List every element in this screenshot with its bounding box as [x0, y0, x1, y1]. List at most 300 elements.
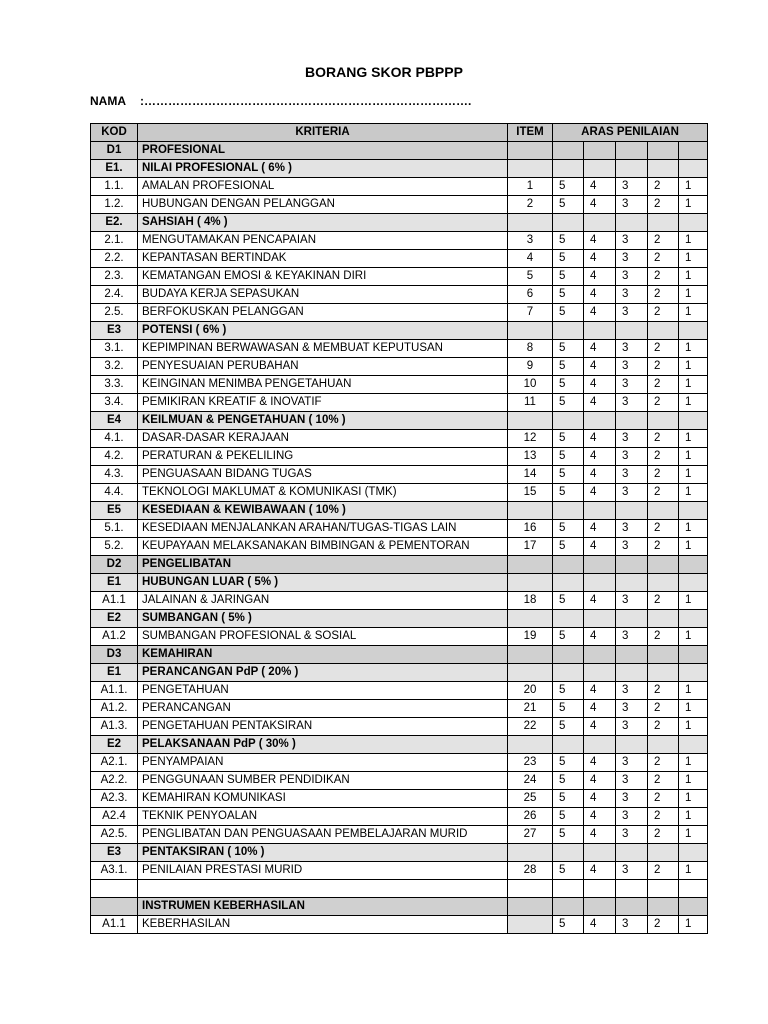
empty-score-cell: [616, 412, 648, 430]
empty-score-cell: [679, 646, 708, 664]
score-option[interactable]: 1: [679, 754, 708, 772]
table-row: [91, 340, 708, 358]
kriteria-cell: KESEDIAAN & KEWIBAWAAN ( 10% ): [138, 502, 508, 520]
kod-cell: E2: [91, 736, 138, 754]
empty-score-cell: [648, 574, 679, 592]
kod-cell: 1.1.: [91, 178, 138, 196]
empty-score-cell: [616, 214, 648, 232]
score-option[interactable]: 1: [679, 700, 708, 718]
score-option[interactable]: 1: [679, 826, 708, 844]
score-option[interactable]: 2: [648, 808, 679, 826]
item-cell: 8: [508, 340, 553, 358]
score-option[interactable]: 3: [616, 520, 648, 538]
item-cell: [508, 412, 553, 430]
kriteria-cell: PELAKSANAAN PdP ( 30% ): [138, 736, 508, 754]
score-option[interactable]: 5: [553, 232, 584, 250]
score-option[interactable]: 4: [584, 358, 616, 376]
kod-cell: 2.3.: [91, 268, 138, 286]
section-row: [91, 736, 708, 754]
score-option[interactable]: 2: [648, 772, 679, 790]
empty-score-cell: [553, 880, 584, 898]
score-option[interactable]: 2: [648, 700, 679, 718]
table-header-row: [91, 124, 708, 142]
score-option[interactable]: 3: [616, 826, 648, 844]
empty-score-cell: [648, 322, 679, 340]
score-option[interactable]: 1: [679, 430, 708, 448]
empty-score-cell: [553, 142, 584, 160]
empty-score-cell: [679, 142, 708, 160]
score-option[interactable]: 5: [553, 286, 584, 304]
score-option[interactable]: 2: [648, 304, 679, 322]
score-option[interactable]: 2: [648, 178, 679, 196]
item-cell: [508, 916, 553, 934]
empty-score-cell: [553, 646, 584, 664]
empty-score-cell: [553, 556, 584, 574]
empty-score-cell: [584, 880, 616, 898]
kriteria-cell: KEMAHIRAN: [138, 646, 508, 664]
table-row: [91, 538, 708, 556]
score-option[interactable]: 3: [616, 682, 648, 700]
score-option[interactable]: 5: [553, 520, 584, 538]
kod-cell: A1.3.: [91, 718, 138, 736]
empty-score-cell: [648, 214, 679, 232]
kriteria-cell: PENGLIBATAN DAN PENGUASAAN PEMBELAJARAN MURID: [138, 826, 508, 844]
score-option[interactable]: 5: [553, 448, 584, 466]
kod-cell: 1.2.: [91, 196, 138, 214]
blank-row: [91, 880, 708, 898]
score-option[interactable]: 1: [679, 808, 708, 826]
score-option[interactable]: 4: [584, 754, 616, 772]
empty-score-cell: [616, 574, 648, 592]
item-cell: 12: [508, 430, 553, 448]
score-option[interactable]: 4: [584, 538, 616, 556]
kod-cell: E5: [91, 502, 138, 520]
score-option[interactable]: 3: [616, 484, 648, 502]
score-option[interactable]: 2: [648, 340, 679, 358]
item-cell: 14: [508, 466, 553, 484]
kod-cell: E1: [91, 664, 138, 682]
kriteria-cell: BERFOKUSKAN PELANGGAN: [138, 304, 508, 322]
score-option[interactable]: 4: [584, 520, 616, 538]
item-cell: 1: [508, 178, 553, 196]
section-row: [91, 556, 708, 574]
kriteria-cell: KEMAHIRAN KOMUNIKASI: [138, 790, 508, 808]
score-option[interactable]: 2: [648, 394, 679, 412]
score-option[interactable]: 3: [616, 592, 648, 610]
score-option[interactable]: 5: [553, 862, 584, 880]
kriteria-cell: PERANCANGAN PdP ( 20% ): [138, 664, 508, 682]
kod-cell: 4.4.: [91, 484, 138, 502]
score-option[interactable]: 4: [584, 340, 616, 358]
table-row: [91, 394, 708, 412]
kriteria-cell: PENYAMPAIAN: [138, 754, 508, 772]
score-option[interactable]: 2: [648, 790, 679, 808]
kod-cell: 5.1.: [91, 520, 138, 538]
score-option[interactable]: 4: [584, 790, 616, 808]
item-cell: [508, 844, 553, 862]
empty-score-cell: [679, 556, 708, 574]
kriteria-cell: SUMBANGAN ( 5% ): [138, 610, 508, 628]
score-option[interactable]: 2: [648, 862, 679, 880]
empty-score-cell: [679, 160, 708, 178]
kriteria-cell: PROFESIONAL: [138, 142, 508, 160]
score-option[interactable]: 1: [679, 358, 708, 376]
item-cell: [508, 880, 553, 898]
name-field[interactable]: [90, 94, 471, 108]
item-cell: 4: [508, 250, 553, 268]
item-cell: [508, 646, 553, 664]
score-option[interactable]: 2: [648, 250, 679, 268]
score-option[interactable]: 3: [616, 340, 648, 358]
empty-score-cell: [553, 502, 584, 520]
score-option[interactable]: 2: [648, 484, 679, 502]
score-option[interactable]: 1: [679, 790, 708, 808]
kod-cell: E3: [91, 322, 138, 340]
item-cell: 28: [508, 862, 553, 880]
score-option[interactable]: 3: [616, 466, 648, 484]
score-option[interactable]: 2: [648, 916, 679, 934]
form-title: BORANG SKOR PBPPP: [305, 64, 463, 80]
table-row: [91, 376, 708, 394]
kriteria-cell: TEKNOLOGI MAKLUMAT & KOMUNIKASI (TMK): [138, 484, 508, 502]
score-option[interactable]: 1: [679, 268, 708, 286]
score-option[interactable]: 5: [553, 358, 584, 376]
score-option[interactable]: 1: [679, 448, 708, 466]
score-option[interactable]: 5: [553, 484, 584, 502]
score-option[interactable]: 5: [553, 250, 584, 268]
score-option[interactable]: 5: [553, 538, 584, 556]
table-row: [91, 718, 708, 736]
score-option[interactable]: 3: [616, 178, 648, 196]
item-cell: 25: [508, 790, 553, 808]
kriteria-cell: PERANCANGAN: [138, 700, 508, 718]
empty-score-cell: [648, 664, 679, 682]
kriteria-cell: SUMBANGAN PROFESIONAL & SOSIAL: [138, 628, 508, 646]
score-option[interactable]: 3: [616, 808, 648, 826]
item-cell: 13: [508, 448, 553, 466]
table-row: [91, 430, 708, 448]
score-option[interactable]: 5: [553, 340, 584, 358]
score-option[interactable]: 3: [616, 916, 648, 934]
score-option[interactable]: 5: [553, 808, 584, 826]
score-option[interactable]: 5: [553, 682, 584, 700]
empty-score-cell: [553, 664, 584, 682]
kriteria-cell: [138, 880, 508, 898]
score-option[interactable]: 5: [553, 304, 584, 322]
score-option[interactable]: 3: [616, 250, 648, 268]
score-option[interactable]: 3: [616, 232, 648, 250]
score-option[interactable]: 2: [648, 448, 679, 466]
item-cell: 18: [508, 592, 553, 610]
item-cell: 9: [508, 358, 553, 376]
empty-score-cell: [553, 574, 584, 592]
section-row: [91, 160, 708, 178]
score-option[interactable]: 4: [584, 592, 616, 610]
score-option[interactable]: 4: [584, 304, 616, 322]
table-row: [91, 862, 708, 880]
section-row: [91, 664, 708, 682]
kriteria-cell: PERATURAN & PEKELILING: [138, 448, 508, 466]
item-cell: [508, 610, 553, 628]
item-cell: 5: [508, 268, 553, 286]
empty-score-cell: [616, 160, 648, 178]
score-option[interactable]: 2: [648, 592, 679, 610]
score-option[interactable]: 3: [616, 538, 648, 556]
section-row: [91, 502, 708, 520]
score-option[interactable]: 1: [679, 304, 708, 322]
item-cell: 24: [508, 772, 553, 790]
score-option[interactable]: 3: [616, 376, 648, 394]
empty-score-cell: [553, 160, 584, 178]
score-option[interactable]: 2: [648, 466, 679, 484]
score-option[interactable]: 5: [553, 700, 584, 718]
score-option[interactable]: 4: [584, 484, 616, 502]
score-option[interactable]: 3: [616, 772, 648, 790]
score-option[interactable]: 2: [648, 682, 679, 700]
score-option[interactable]: 4: [584, 772, 616, 790]
score-option[interactable]: 5: [553, 592, 584, 610]
section-row: [91, 142, 708, 160]
score-option[interactable]: 4: [584, 376, 616, 394]
score-option[interactable]: 2: [648, 430, 679, 448]
kod-cell: 3.3.: [91, 376, 138, 394]
score-option[interactable]: 2: [648, 628, 679, 646]
score-option[interactable]: 3: [616, 628, 648, 646]
header-item: ITEM: [508, 124, 553, 142]
kriteria-cell: KEBERHASILAN: [138, 916, 508, 934]
kriteria-cell: PEMIKIRAN KREATIF & INOVATIF: [138, 394, 508, 412]
score-option[interactable]: 1: [679, 592, 708, 610]
empty-score-cell: [616, 556, 648, 574]
score-option[interactable]: 1: [679, 682, 708, 700]
score-option[interactable]: 4: [584, 718, 616, 736]
item-cell: 23: [508, 754, 553, 772]
empty-score-cell: [584, 142, 616, 160]
score-option[interactable]: 4: [584, 700, 616, 718]
score-option[interactable]: 5: [553, 466, 584, 484]
score-option[interactable]: 4: [584, 466, 616, 484]
score-option[interactable]: 4: [584, 862, 616, 880]
score-option[interactable]: 1: [679, 484, 708, 502]
score-option[interactable]: 4: [584, 826, 616, 844]
empty-score-cell: [616, 898, 648, 916]
score-option[interactable]: 5: [553, 790, 584, 808]
item-cell: 27: [508, 826, 553, 844]
score-option[interactable]: 4: [584, 286, 616, 304]
empty-score-cell: [553, 322, 584, 340]
item-cell: 17: [508, 538, 553, 556]
empty-score-cell: [584, 322, 616, 340]
item-cell: 7: [508, 304, 553, 322]
kod-cell: A2.4: [91, 808, 138, 826]
score-option[interactable]: 1: [679, 340, 708, 358]
table-row: [91, 484, 708, 502]
score-option[interactable]: 2: [648, 520, 679, 538]
score-option[interactable]: 4: [584, 448, 616, 466]
score-option[interactable]: 3: [616, 718, 648, 736]
score-option[interactable]: 3: [616, 790, 648, 808]
score-option[interactable]: 1: [679, 916, 708, 934]
score-option[interactable]: 4: [584, 628, 616, 646]
score-option[interactable]: 1: [679, 178, 708, 196]
empty-score-cell: [584, 664, 616, 682]
kriteria-cell: KESEDIAAN MENJALANKAN ARAHAN/TUGAS-TIGAS LAIN: [138, 520, 508, 538]
score-option[interactable]: 1: [679, 196, 708, 214]
score-option[interactable]: 4: [584, 916, 616, 934]
item-cell: [508, 664, 553, 682]
kod-cell: D1: [91, 142, 138, 160]
kriteria-cell: PENGUASAAN BIDANG TUGAS: [138, 466, 508, 484]
empty-score-cell: [616, 142, 648, 160]
score-option[interactable]: 3: [616, 304, 648, 322]
empty-score-cell: [616, 664, 648, 682]
item-cell: [508, 736, 553, 754]
score-option[interactable]: 5: [553, 772, 584, 790]
score-option[interactable]: 1: [679, 466, 708, 484]
score-option[interactable]: 2: [648, 268, 679, 286]
kriteria-cell: KEMATANGAN EMOSI & KEYAKINAN DIRI: [138, 268, 508, 286]
kriteria-cell: PENGETAHUAN: [138, 682, 508, 700]
score-option[interactable]: 1: [679, 718, 708, 736]
table-row: [91, 808, 708, 826]
score-option[interactable]: 3: [616, 430, 648, 448]
score-option[interactable]: 2: [648, 196, 679, 214]
kod-cell: A2.2.: [91, 772, 138, 790]
empty-score-cell: [616, 502, 648, 520]
empty-score-cell: [584, 610, 616, 628]
empty-score-cell: [679, 412, 708, 430]
table-row: [91, 286, 708, 304]
score-option[interactable]: 5: [553, 268, 584, 286]
empty-score-cell: [584, 898, 616, 916]
kriteria-cell: TEKNIK PENYOALAN: [138, 808, 508, 826]
kriteria-cell: KEINGINAN MENIMBA PENGETAHUAN: [138, 376, 508, 394]
score-option[interactable]: 1: [679, 772, 708, 790]
score-option[interactable]: 2: [648, 232, 679, 250]
score-option[interactable]: 5: [553, 718, 584, 736]
score-option[interactable]: 4: [584, 430, 616, 448]
score-option[interactable]: 1: [679, 250, 708, 268]
table-row: [91, 304, 708, 322]
score-option[interactable]: 3: [616, 358, 648, 376]
score-option[interactable]: 1: [679, 538, 708, 556]
item-cell: 15: [508, 484, 553, 502]
score-option[interactable]: 4: [584, 682, 616, 700]
score-option[interactable]: 4: [584, 178, 616, 196]
empty-score-cell: [648, 142, 679, 160]
kriteria-cell: KEPANTASAN BERTINDAK: [138, 250, 508, 268]
score-option[interactable]: 2: [648, 376, 679, 394]
score-option[interactable]: 2: [648, 538, 679, 556]
kriteria-cell: BUDAYA KERJA SEPASUKAN: [138, 286, 508, 304]
header-kriteria: KRITERIA: [138, 124, 508, 142]
score-option[interactable]: 5: [553, 754, 584, 772]
table-row: [91, 466, 708, 484]
empty-score-cell: [616, 880, 648, 898]
score-option[interactable]: 3: [616, 196, 648, 214]
score-option[interactable]: 2: [648, 718, 679, 736]
score-option[interactable]: 3: [616, 448, 648, 466]
section-row: [91, 610, 708, 628]
kriteria-cell: KEUPAYAAN MELAKSANAKAN BIMBINGAN & PEMENTORAN: [138, 538, 508, 556]
empty-score-cell: [584, 844, 616, 862]
score-option[interactable]: 5: [553, 826, 584, 844]
score-option[interactable]: 3: [616, 268, 648, 286]
score-option[interactable]: 1: [679, 286, 708, 304]
table-row: [91, 250, 708, 268]
kriteria-cell: MENGUTAMAKAN PENCAPAIAN: [138, 232, 508, 250]
score-option[interactable]: 5: [553, 430, 584, 448]
table-row: [91, 178, 708, 196]
score-option[interactable]: 5: [553, 628, 584, 646]
section-row: [91, 844, 708, 862]
score-option[interactable]: 1: [679, 520, 708, 538]
item-cell: [508, 502, 553, 520]
kriteria-cell: KEPIMPINAN BERWAWASAN & MEMBUAT KEPUTUSAN: [138, 340, 508, 358]
score-option[interactable]: 1: [679, 628, 708, 646]
score-option[interactable]: 1: [679, 862, 708, 880]
score-option[interactable]: 4: [584, 250, 616, 268]
score-option[interactable]: 1: [679, 394, 708, 412]
empty-score-cell: [648, 736, 679, 754]
item-cell: 11: [508, 394, 553, 412]
score-option[interactable]: 1: [679, 376, 708, 394]
section-row: [91, 646, 708, 664]
score-option[interactable]: 3: [616, 286, 648, 304]
score-option[interactable]: 2: [648, 286, 679, 304]
score-option[interactable]: 2: [648, 358, 679, 376]
score-option[interactable]: 5: [553, 178, 584, 196]
empty-score-cell: [553, 214, 584, 232]
kod-cell: 3.4.: [91, 394, 138, 412]
score-table: [90, 123, 708, 934]
item-cell: 26: [508, 808, 553, 826]
empty-score-cell: [553, 898, 584, 916]
kriteria-cell: PENILAIAN PRESTASI MURID: [138, 862, 508, 880]
score-option[interactable]: 1: [679, 232, 708, 250]
score-option[interactable]: 3: [616, 862, 648, 880]
score-option[interactable]: 4: [584, 268, 616, 286]
score-option[interactable]: 5: [553, 394, 584, 412]
score-option[interactable]: 2: [648, 754, 679, 772]
score-option[interactable]: 3: [616, 754, 648, 772]
score-option[interactable]: 5: [553, 376, 584, 394]
score-option[interactable]: 4: [584, 808, 616, 826]
score-option[interactable]: 5: [553, 916, 584, 934]
item-cell: 21: [508, 700, 553, 718]
kriteria-cell: PENGETAHUAN PENTAKSIRAN: [138, 718, 508, 736]
score-option[interactable]: 3: [616, 394, 648, 412]
score-option[interactable]: 4: [584, 394, 616, 412]
kriteria-cell: PENGELIBATAN: [138, 556, 508, 574]
table-row: [91, 268, 708, 286]
score-option[interactable]: 5: [553, 196, 584, 214]
score-option[interactable]: 4: [584, 196, 616, 214]
kod-cell: E2: [91, 610, 138, 628]
empty-score-cell: [584, 574, 616, 592]
score-option[interactable]: 3: [616, 700, 648, 718]
table-row: [91, 790, 708, 808]
item-cell: 10: [508, 376, 553, 394]
empty-score-cell: [584, 646, 616, 664]
score-option[interactable]: 2: [648, 826, 679, 844]
kriteria-cell: KEILMUAN & PENGETAHUAN ( 10% ): [138, 412, 508, 430]
kod-cell: A2.5.: [91, 826, 138, 844]
score-option[interactable]: 4: [584, 232, 616, 250]
empty-score-cell: [679, 502, 708, 520]
kod-cell: 5.2.: [91, 538, 138, 556]
empty-score-cell: [584, 556, 616, 574]
